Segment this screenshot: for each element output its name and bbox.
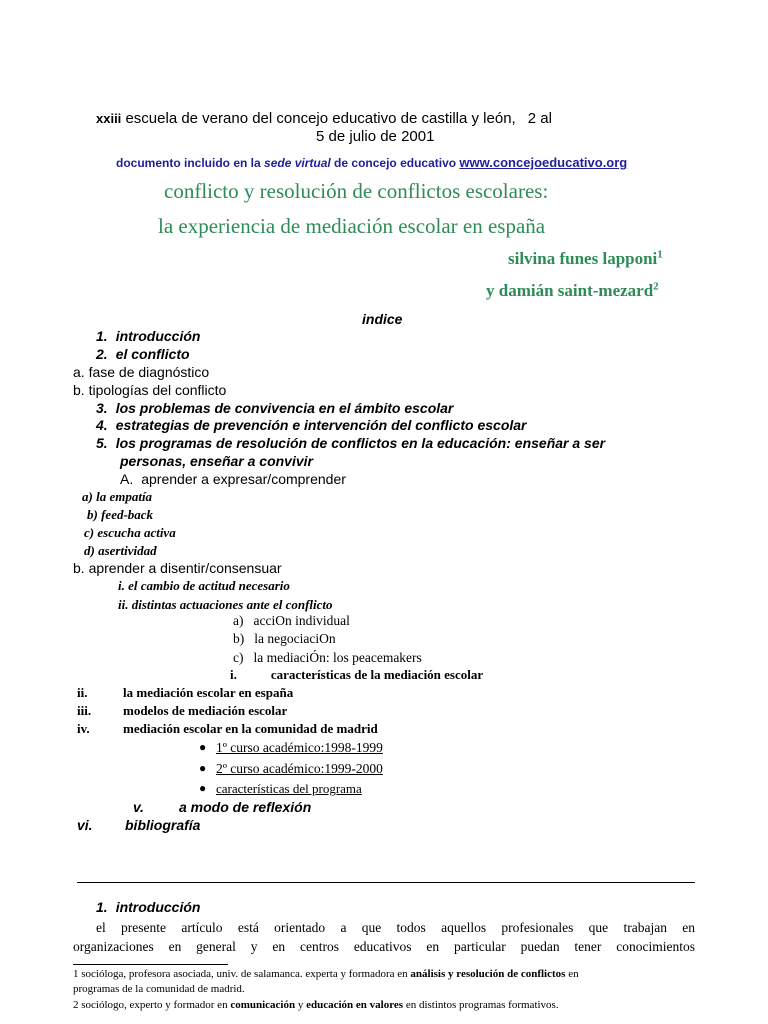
index-item[interactable]: 2. el conflicto [96, 346, 190, 362]
index-item[interactable]: 4. estrategias de prevención e intervención del conflicto escolar [96, 417, 527, 433]
index-item[interactable]: d) asertividad [84, 543, 157, 558]
event-prefix: xxiii [96, 111, 122, 126]
index-item[interactable]: a. fase de diagnóstico [73, 364, 210, 380]
index-item[interactable]: 1. introducción [96, 328, 201, 344]
index-item[interactable]: c) escucha activa [84, 525, 176, 540]
event-dates-start: 2 al [527, 110, 552, 127]
doc-note-a: documento incluido en la [116, 156, 265, 170]
index-item[interactable]: 1º curso académico:1998-1999 [216, 740, 383, 755]
bullet-icon: ● [199, 740, 207, 754]
body-paragraph-line: organizaciones en general y en centros educativos en particular puedan tener conocimientos [73, 939, 695, 954]
bullet-icon: ● [199, 761, 207, 775]
footnote-ref-1[interactable]: 1 [657, 248, 663, 261]
footnote-1: 1 socióloga, profesora asociada, univ. de salamanca. experta y formadora en análisis y resolución de conflictos en [73, 968, 579, 980]
doc-note-c: de concejo educativo [330, 156, 460, 170]
footnote-ref-2[interactable]: 2 [653, 280, 659, 293]
index-item[interactable]: b. tipologías del conflicto [73, 382, 227, 398]
event-title-text: escuela de verano del concejo educativo de castilla y león, [121, 110, 516, 127]
index-item[interactable]: iv. mediación escolar en la comunidad de madrid [77, 721, 378, 736]
index-item[interactable]: ii. distintas actuaciones ante el conflicto [118, 597, 333, 612]
body-paragraph-line: el presente artículo está orientado a que todos aquellos profesionales que trabajan en [96, 920, 695, 935]
index-item[interactable]: i. el cambio de actitud necesario [118, 578, 290, 593]
index-item[interactable]: 2º curso académico:1999-2000 [216, 761, 383, 776]
footnote-rule [73, 964, 228, 965]
author-2 [486, 281, 659, 301]
doc-title-line-2: la experiencia de mediación escolar en españa [158, 214, 546, 238]
index-item[interactable]: vi. bibliografía [77, 817, 201, 833]
index-item[interactable]: c) la mediaciÓn: los peacemakers [233, 650, 422, 665]
index-item[interactable]: iii. modelos de mediación escolar [77, 703, 288, 718]
index-item[interactable]: i. características de la mediación escolar [230, 667, 484, 682]
event-title [96, 110, 552, 127]
section-divider [77, 882, 695, 883]
doc-title-line-1: conflicto y resolución de conflictos escolares: [164, 179, 549, 203]
index-item[interactable]: b) la negociaciOn [233, 631, 336, 646]
footnote-2: 2 sociólogo, experto y formador en comunicación y educación en valores en distintos programas formativos. [73, 999, 559, 1011]
index-item[interactable]: características del programa [216, 781, 362, 796]
section-heading: 1. introducción [96, 899, 201, 915]
author-1-name: silvina funes lapponi [508, 249, 658, 268]
index-item[interactable]: b. aprender a disentir/consensuar [73, 560, 282, 576]
footnote-1-cont: programas de la comunidad de madrid. [73, 983, 245, 995]
index-heading: indice [362, 311, 403, 327]
index-item[interactable]: b) feed-back [87, 507, 154, 522]
site-link[interactable]: www.concejoeducativo.org [459, 155, 628, 170]
index-item[interactable]: a) acciOn individual [233, 613, 350, 628]
doc-note-b: sede virtual [264, 156, 331, 170]
index-item[interactable]: a) la empatía [82, 489, 153, 504]
index-item[interactable]: ii. la mediación escolar en españa [77, 685, 294, 700]
document-note [116, 155, 627, 170]
author-1 [508, 249, 663, 269]
bullet-icon: ● [199, 781, 207, 795]
index-item-continuation: personas, enseñar a convivir [120, 453, 313, 469]
author-2-name: y damián saint-mezard [486, 281, 654, 300]
index-item[interactable]: 5. los programas de resolución de conflictos en la educación: enseñar a ser [96, 435, 606, 451]
event-dates: 5 de julio de 2001 [316, 128, 435, 145]
index-item[interactable]: 3. los problemas de convivencia en el ámbito escolar [96, 400, 454, 416]
index-item[interactable]: v. a modo de reflexión [133, 799, 312, 815]
index-item[interactable]: A. aprender a expresar/comprender [120, 471, 346, 487]
